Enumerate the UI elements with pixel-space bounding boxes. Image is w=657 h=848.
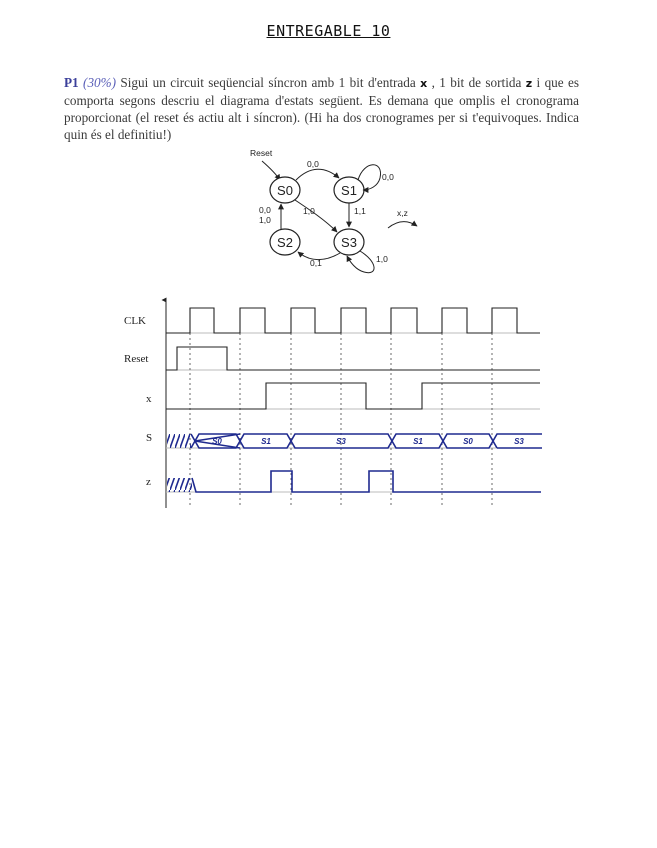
state-s1-label: S1 bbox=[341, 183, 357, 198]
transition-s3-s2-label: 0,1 bbox=[310, 258, 322, 268]
z-unknown-hatch bbox=[167, 478, 192, 492]
signal-label-s: S bbox=[146, 432, 153, 444]
transition-s0-s1-label: 0,0 bbox=[307, 159, 319, 169]
transition-s2-s0-label-line2: 1,0 bbox=[259, 215, 271, 225]
state-bus-label-6: S3 bbox=[514, 437, 524, 446]
state-bus-label-1: S0 bbox=[212, 437, 222, 446]
statement-part-1: Sigui un circuit seqüencial síncron amb 1 bit d'entrada bbox=[116, 75, 421, 90]
state-s3-label: S3 bbox=[341, 235, 357, 250]
z-waveform bbox=[192, 471, 541, 492]
signal-label-z: z bbox=[146, 476, 151, 488]
transition-s1-s3-label: 1,1 bbox=[354, 206, 366, 216]
reset-label: Reset bbox=[250, 148, 273, 158]
signal-label-clk: CLK bbox=[124, 315, 146, 327]
transition-s0-s3-label: 1,0 bbox=[303, 206, 315, 216]
statement-part-2: , 1 bit de sortida bbox=[427, 75, 526, 90]
state-bus-label-2: S1 bbox=[261, 437, 271, 446]
reset-waveform bbox=[166, 347, 540, 370]
legend-label: x,z bbox=[397, 208, 408, 218]
output-variable: z bbox=[525, 77, 533, 90]
transition-s1-s1-label: 0,0 bbox=[382, 172, 394, 182]
problem-number: P1 bbox=[64, 75, 79, 90]
clock-edge-guides bbox=[190, 308, 492, 508]
state-bus-waveform bbox=[167, 434, 542, 448]
page-title: ENTREGABLE 10 bbox=[266, 22, 391, 40]
signal-label-x: x bbox=[146, 393, 152, 405]
state-bus-label-3: S3 bbox=[336, 437, 346, 446]
problem-weight: (30%) bbox=[83, 75, 117, 90]
signal-label-reset: Reset bbox=[124, 353, 149, 365]
signal-baselines bbox=[166, 333, 540, 492]
input-variable: x bbox=[420, 77, 428, 90]
clk-waveform bbox=[166, 308, 540, 333]
statement-part-3: i que es comporta segons descriu el diagrama d'estats següent. Es demana que omplis el cronograma proporcionat (el reset és actiu alt i síncron). (Hi ha dos cronogrames per si t'equivoques. Indica quin és el definitiu!) bbox=[64, 75, 579, 142]
transition-s3-s3-label: 1,0 bbox=[376, 254, 388, 264]
state-bus-label-4: S1 bbox=[413, 437, 423, 446]
transition-s2-s0-label-line1: 0,0 bbox=[259, 205, 271, 215]
x-waveform bbox=[166, 383, 540, 409]
state-s2-label: S2 bbox=[277, 235, 293, 250]
state-s0-label: S0 bbox=[277, 183, 293, 198]
state-bus-label-5: S0 bbox=[463, 437, 473, 446]
